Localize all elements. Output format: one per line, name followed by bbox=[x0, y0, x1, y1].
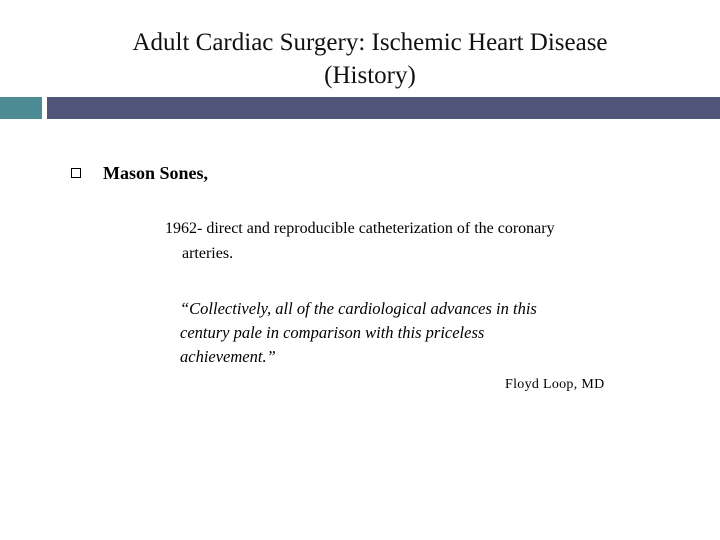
accent-bar-teal bbox=[0, 97, 42, 119]
title-line-1: Adult Cardiac Surgery: Ischemic Heart Disease bbox=[132, 29, 608, 56]
quote-line-3: achievement.” bbox=[180, 347, 276, 366]
quote-attribution: Floyd Loop, MD bbox=[505, 377, 605, 392]
title-line-2: (History) bbox=[324, 62, 416, 89]
quote-line-1: “Collectively, all of the cardiological advances in this bbox=[180, 299, 537, 318]
square-bullet-icon bbox=[71, 168, 81, 178]
body-line-2: arteries. bbox=[182, 245, 234, 262]
quote-line-2: century pale in comparison with this priceless bbox=[180, 323, 485, 342]
slide-title bbox=[40, 26, 700, 92]
accent-bar-navy bbox=[47, 97, 720, 119]
body-line-1: 1962- direct and reproducible catheterization of the coronary bbox=[165, 220, 555, 237]
bullet-heading: Mason Sones, bbox=[103, 163, 209, 183]
